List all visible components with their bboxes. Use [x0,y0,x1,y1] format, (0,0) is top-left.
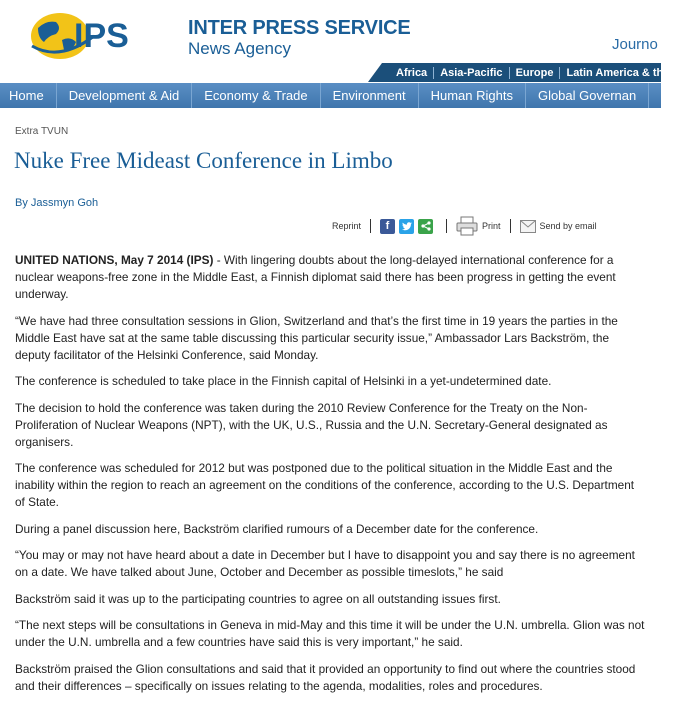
printer-icon[interactable] [456,216,478,236]
region-latin-america[interactable]: Latin America & the C [566,66,681,79]
article-byline[interactable]: By Jassmyn Goh [15,197,99,209]
article-lead [15,252,645,303]
divider [510,219,511,233]
nav-item-human-rights[interactable]: Human Rights [419,83,526,108]
brand-name: INTER PRESS SERVICE [188,17,411,39]
main-nav [0,83,661,108]
envelope-icon[interactable] [520,220,536,233]
share-icon[interactable] [418,219,433,234]
divider [446,219,447,233]
article-paragraph: During a panel discussion here, Backström clarified rumours of a December date for the conference. [15,521,539,536]
lead-text: - With lingering doubts about the long-delayed international conference for a nuclear weapons-free zone in the Middle East, a Finnish diplomat said there has been progress in getting the event underway. [15,253,616,301]
divider [370,219,371,233]
article-category[interactable]: Extra TVUN [15,126,69,137]
article-paragraph: The conference is scheduled to take place in the Finnish capital of Helsinki in a yet-undetermined date. [15,374,552,388]
facebook-icon[interactable]: f [380,219,395,234]
region-asia-pacific[interactable]: Asia-Pacific [434,67,509,79]
ips-logo[interactable] [16,6,176,62]
region-europe[interactable]: Europe [510,67,561,79]
article-paragraph: “You may or may not have heard about a date in December but I have to disappoint you and say there is no agreement on a date. We have talked about June, October and December as possible timeslots,” he said [15,548,635,579]
article-paragraph: The decision to hold the conference was taken during the 2010 Review Conference for the Treaty on the Non-Proliferation of Nuclear Weapons (NPT), with the UK, U.S., Russia and the U.N. Secretary-General designated as organisers. [15,400,608,449]
region-nav [390,63,686,82]
print-link[interactable]: Print [482,221,501,231]
nav-item-economy-trade[interactable]: Economy & Trade [192,83,320,108]
article-paragraph: The conference was scheduled for 2012 but was postponed due to the political situation in the Middle East and the inability within the region to reach an agreement on the conditions of the conference, according to the U.S. Department of State. [15,461,635,509]
twitter-icon[interactable] [399,219,414,234]
dateline: UNITED NATIONS, May 7 2014 (IPS) [15,253,214,267]
brand[interactable] [188,18,411,59]
brand-subtitle: News Agency [188,39,291,58]
article-paragraph: “We have had three consultation sessions in Glion, Switzerland and that’s the first time in 19 years the parties in the Middle East have sat at the same table discussing this particular security issue,” Ambassador Lars Backström, the deputy facilitator of the Helsinki Conference, said Monday. [15,313,618,362]
article-body [15,252,645,704]
journo-link[interactable]: Journo [612,36,658,53]
share-toolbar [332,216,597,236]
article-paragraph: Backström praised the Glion consultations and said that it provided an opportunity to find out where the countries stood and their differences – specifically on issues relating to the agenda, modalities, roles and procedures. [15,661,636,693]
article-paragraph: Backström said it was up to the participating countries to agree on all outstanding issues first. [15,591,501,606]
nav-item-home[interactable]: Home [0,83,57,108]
logo-text: IPS [74,17,129,55]
article-title: Nuke Free Mideast Conference in Limbo [14,148,393,173]
nav-item-environment[interactable]: Environment [321,83,419,108]
site-header [0,0,681,84]
reprint-link[interactable]: Reprint [332,221,362,231]
email-link[interactable]: Send by email [539,221,597,231]
nav-item-global-governance[interactable]: Global Governan [526,83,649,108]
article-paragraph: “The next steps will be consultations in Geneva in mid-May and this time it will be under the U.N. umbrella. Glion was not under the U.N. umbrella and a few countries have said this is very important,” he said. [15,618,645,649]
nav-item-development-aid[interactable]: Development & Aid [57,83,193,108]
region-africa[interactable]: Africa [390,67,434,79]
